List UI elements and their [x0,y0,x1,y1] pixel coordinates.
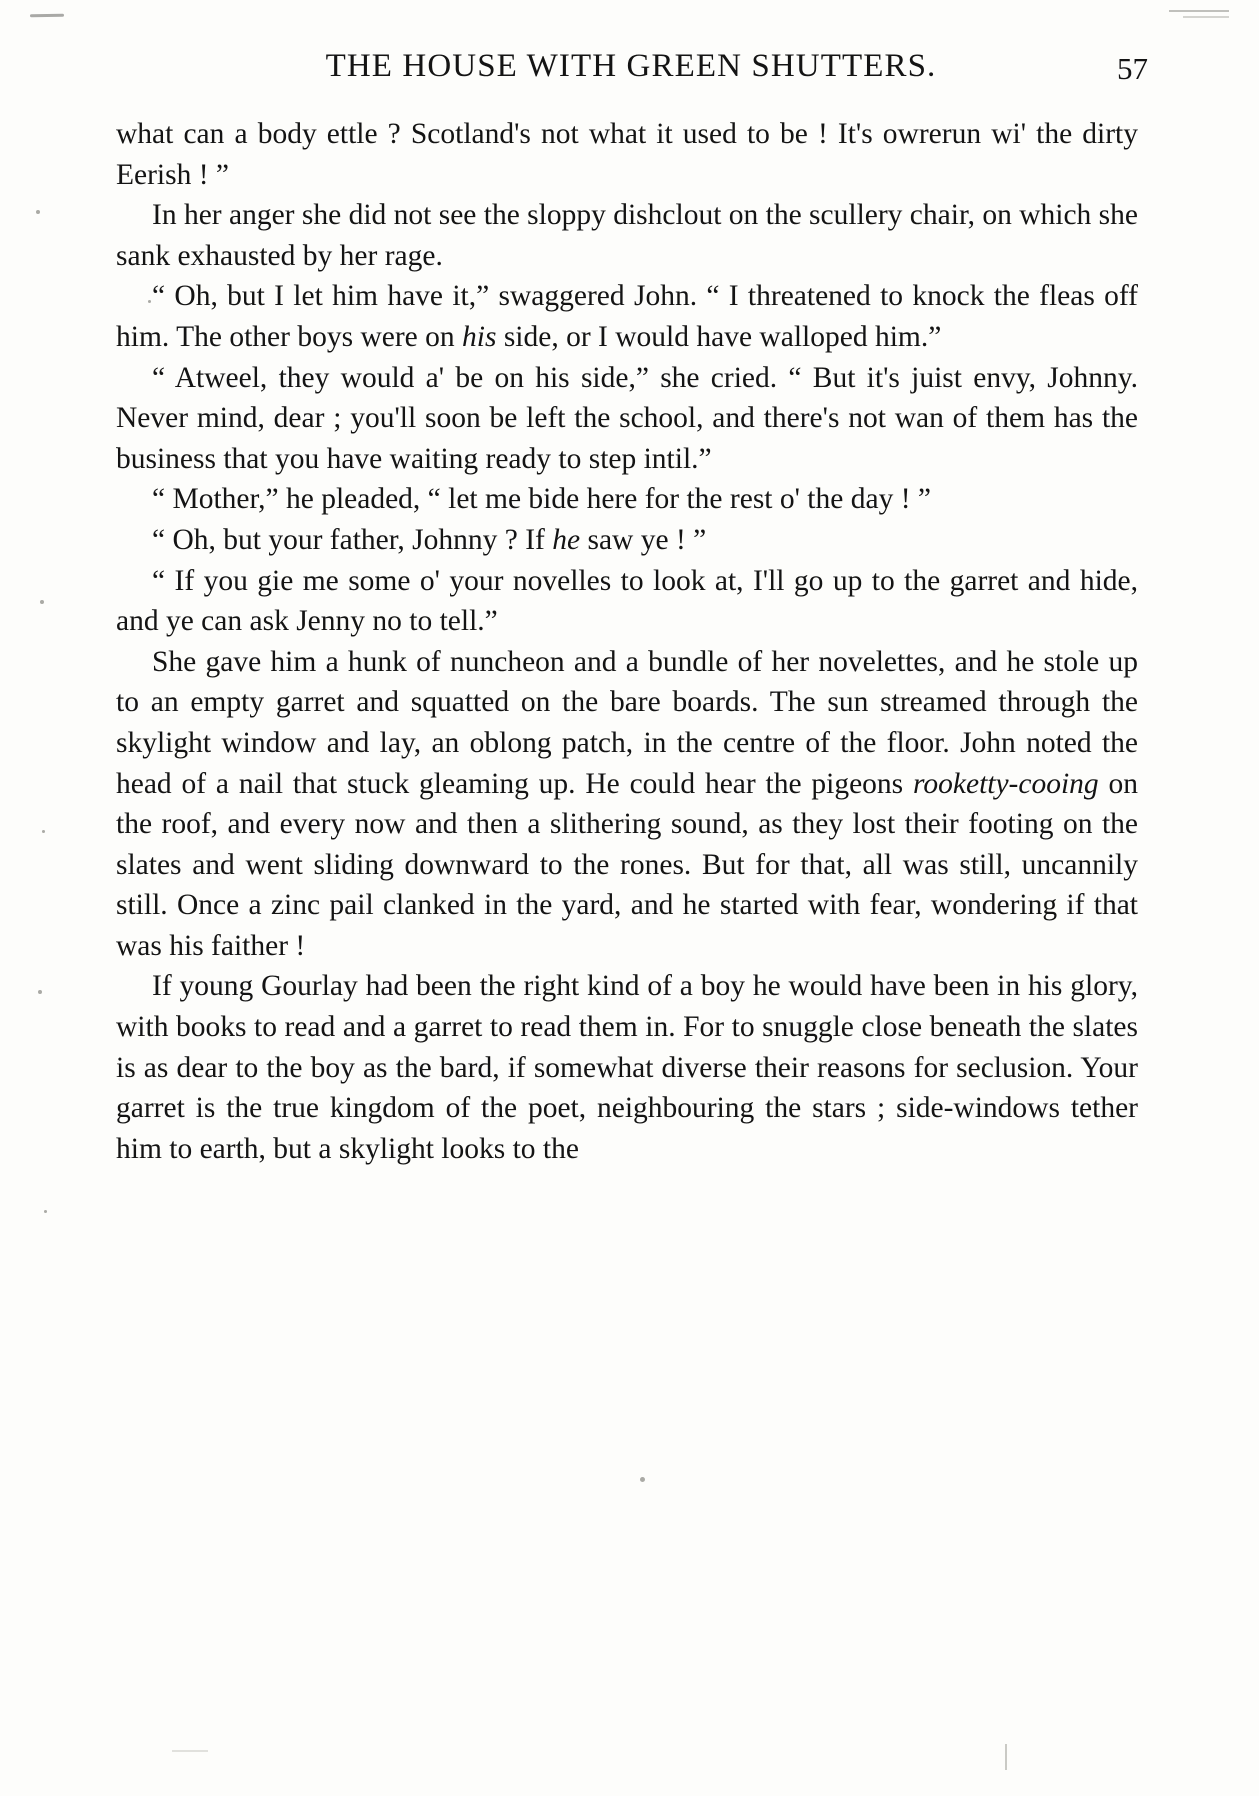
page-speck [44,1210,47,1213]
page-speck [640,1477,645,1482]
paragraph [116,520,1138,561]
text-run: “ If you gie me some o' your novelles to look at, I'll go up to the garret and hide, and ye can ask Jenny no to tell.” [116,564,1138,638]
page-number: 57 [1117,51,1148,86]
paragraph [116,479,1138,520]
text-run: She gave him a hunk of nuncheon and a bundle of her novelettes, and he stole up to an empty garret and squatted on the bare boards. The sun streamed through the skylight window and lay, an oblong patch, in the centre of the floor. John noted the head of a nail that stuck gleaming up. He could hear the pigeons [116,645,1138,800]
running-head [126,48,1148,86]
paragraph [116,561,1138,642]
page-speck [40,600,44,604]
page-speck [36,210,40,214]
scan-artifact-bottom-right [1005,1744,1007,1770]
paragraph [116,966,1138,1169]
text-run: “ Mother,” he pleaded, “ let me bide here for the rest o' the day ! ” [152,483,931,516]
scan-artifact-bottom-left [172,1750,208,1752]
emphasis-text: he [552,523,581,556]
page-speck [38,990,42,994]
body-text [116,114,1138,1169]
page-title: THE HOUSE WITH GREEN SHUTTERS. [325,48,937,84]
scan-artifact-top-right-secondary [1183,16,1229,18]
paragraph [116,114,1138,195]
paragraph [116,195,1138,276]
text-run: saw ye ! ” [580,523,707,556]
text-run: “ Oh, but your father, Johnny ? If [152,523,553,556]
paragraph [116,358,1138,480]
text-run: on the roof, and every now and then a slithering sound, as they lost their footing on the slates and went sliding downward to the rones. But for that, all was still, uncannily still. Once a zinc pail clanked in the yard, and he started with fear, wondering if that was his faither ! [116,767,1138,962]
paragraph [116,642,1138,967]
text-run: In her anger she did not see the sloppy dishclout on the scullery chair, on which she sank exhausted by her rage. [116,199,1139,272]
scan-artifact-top-right [1169,10,1229,12]
paragraph [116,276,1138,357]
text-run: “ Oh, but I let him have it,” swaggered John. “ I threatened to knock the fleas off him. The other boys were on [116,280,1138,353]
emphasis-text: rooketty-cooing [913,767,1099,800]
emphasis-text: his [462,320,497,353]
scan-artifact-top-left [30,14,64,18]
page-speck [42,830,45,833]
text-run: side, or I would have walloped him.” [496,320,942,353]
text-run: “ Atweel, they would a' be on his side,” she cried. “ But it's juist envy, Johnny. Never mind, dear ; you'll soon be left the school, and there's not wan of them has the business that you have waiting ready to step intil.” [116,361,1138,475]
text-run: If young Gourlay had been the right kind of a boy he would have been in his glory, with books to read and a garret to read them in. For to snuggle close beneath the slates is as dear to the boy as the bard, if somewhat diverse their reasons for seclusion. Your garret is the true kingdom of the poet, neighbouring the stars ; side-windows tether him to earth, but a skylight looks to the [116,970,1138,1165]
text-run: what can a body ettle ? Scotland's not what it used to be ! It's owrerun wi' the dirty Eerish ! ” [116,118,1138,191]
